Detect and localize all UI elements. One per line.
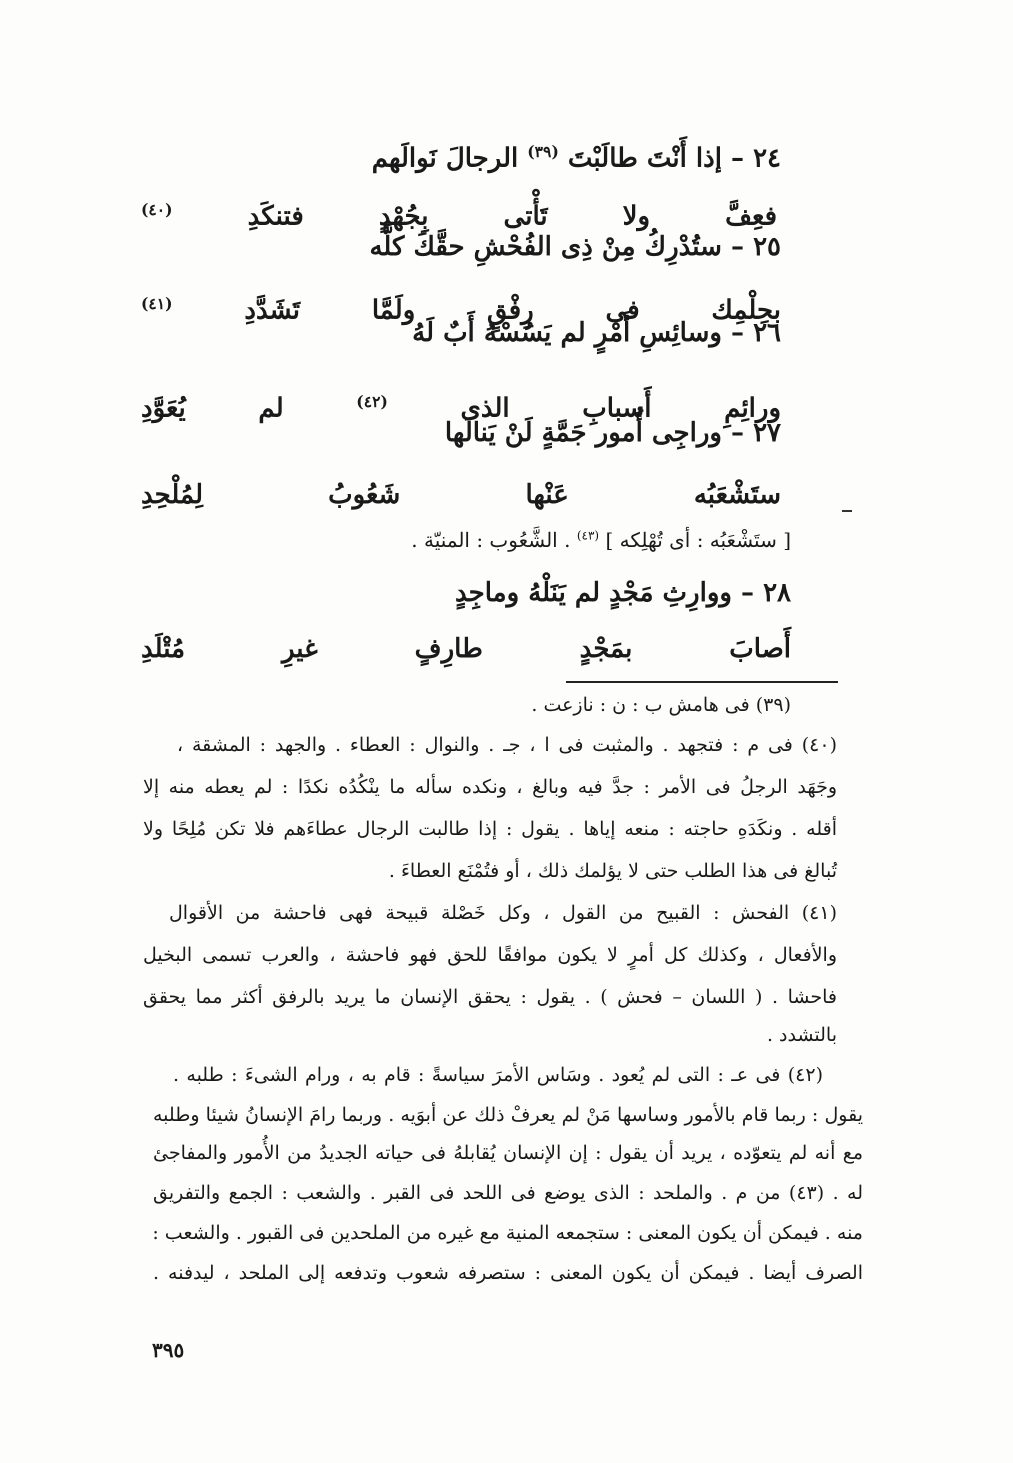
verse-26-line-1: ٢٦ – وسائِسِ أَمْرٍ لم يَسُسْهُ أَبٌ لَهُ (412, 318, 781, 348)
footnote-ref[interactable]: (٤٠) (141, 200, 173, 219)
footnote-line: (٤١) الفحش : القبيح من القول ، وكل خَصْلة قبيحة فهى فاحشة من الأقوال (169, 902, 837, 924)
footnote-separator (566, 681, 838, 683)
footnote-line: أقله . ونكَدَهِ حاجته : منعه إياها . يقول : إذا طالبت الرجال عطاءَهم فلا تكن مُلِحًا ولا (143, 818, 837, 840)
footnote-ref[interactable]: (٣٩) (527, 142, 559, 161)
verse-24-line-2 (141, 200, 777, 232)
footnote-line: له . (٤٣) من م . والملحد : الذى يوضع فى اللحد فى القبر . والشعب : الجمع والتفريق (153, 1182, 864, 1204)
verse-number: ٢٨ (763, 578, 791, 608)
verse-text: الرجالَ نَوالَهم (371, 143, 519, 174)
verse-number: ٢٤ (753, 143, 781, 174)
footnote-ref[interactable]: (٤١) (141, 294, 173, 313)
verse-28-line-1: ٢٨ – ووارِثِ مَجْدٍ لم يَنَلْهُ وماجِدٍ (455, 578, 791, 608)
footnote-line: (٣٩) فى هامش ب : ن : نازعت . (531, 694, 791, 716)
gloss-line (411, 528, 791, 552)
footnote-line: يقول : ربما قام بالأمور وساسها مَنْ لم يعرفْ ذلك عن أبوَيه . وربما رامَ الإنسانُ شيئا وطلبه (153, 1104, 863, 1126)
page-number: ٣٩٥ (152, 1338, 185, 1362)
verse-number: ٢٥ (753, 232, 781, 262)
gloss-text: [ ستَشْعَبُه : أى تُهْلِكه ] (605, 528, 791, 552)
footnote-ref[interactable]: (٤٢) (356, 392, 388, 411)
verse-text: ورائِمِ أَسبابِ الذى (460, 393, 782, 424)
verse-27-line-1: ٢٧ – وراجِى أُمور جَمَّةٍ لَنْ يَنالَها (444, 418, 781, 448)
verse-number: ٢٦ (753, 318, 781, 348)
verse-text: ووارِثِ مَجْدٍ لم يَنَلْهُ وماجِدٍ (455, 578, 732, 608)
verse-text: ستَشْعَبُه عَنْها شَعُوبُ لِمُلْحِدِ (141, 480, 781, 510)
footnote-line: فاحشا . ( اللسان – فحش ) . يقول : يحقق الإنسان ما يريد بالرفق أكثر مما يحقق (143, 986, 837, 1008)
verse-text: ستُدْرِكُ مِنْ ذِى الفُحْشِ حقَّكَ كلَّه (369, 232, 722, 262)
gloss-text: . الشَّعُوب : المنيّة . (411, 528, 571, 552)
verse-text: وراجِى أُمور جَمَّةٍ لَنْ يَنالَها (444, 418, 722, 448)
verse-25-line-1: ٢٥ – ستُدْرِكُ مِنْ ذِى الفُحْشِ حقَّكَ كلَّه (369, 232, 781, 262)
verse-text: لم يُعَوَّدِ (141, 393, 284, 424)
verse-text: إذا أَنْتَ طالَبْتَ (567, 143, 722, 174)
footnote-line: وجَهَد الرجلُ فى الأمر : جدَّ فيه وبالغ ، ونكده سأله ما ينْكُدُه نكدًا : لم يعطه منه إلا (143, 776, 837, 798)
footnote-line: الصرف أيضا . فيمكن أن يكون المعنى : ستصرفه شعوب وتدفعه إلى الملحد ، ليدفنه . (153, 1262, 863, 1284)
footnote-line: تُبالغ فى هذا الطلب حتى لا يؤلمك ذلك ، أو فتُمْنَع العطاءَ . (388, 860, 837, 882)
verse-27-line-2 (141, 480, 781, 510)
verse-28-line-2 (141, 634, 791, 664)
footnote-line: والأفعال ، وكذلك كل أمرٍ لا يكون موافقًا للحق فهو فاحشة ، والعرب تسمى البخيل (143, 944, 837, 966)
verse-text: أَصابَ بمَجْدٍ طارِفٍ غيرِ مُتْلَدِ (141, 634, 791, 664)
footnote-line: بالتشدد . (766, 1024, 837, 1046)
margin-dash (842, 510, 852, 512)
footnote-line: منه . فيمكن أن يكون المعنى : ستجمعه المنية مع غيره من الملحدين فى القبور . والشعب : (152, 1222, 863, 1244)
verse-text: وسائِسِ أَمْرٍ لم يَسُسْهُ أَبٌ لَهُ (412, 318, 722, 348)
footnote-line: مع أنه لم يتعوّده ، يريد أن يقول : إن الإنسان يُقابلهُ فى حياته الجديدُ من الأُمور والمفاجئ (153, 1142, 863, 1164)
verse-text: بحِلْمِك فى رِفْقٍ ولَمَّا تَشَدَّدِ (244, 295, 781, 326)
footnote-line: (٤٢) فى عـ : التى لم يُعود . وسَاس الأمرَ سياسةً : قام به ، ورام الشىءَ : طلبه . (173, 1064, 823, 1086)
verse-number: ٢٧ (753, 418, 781, 448)
verse-24-line-1: ٢٤ – إذا أَنْتَ طالَبْتَ $^{(٣٩)}$ الرجالَ نَوالَهم (371, 142, 781, 174)
verse-text: فعِفَّ ولا تَأْتى بِجُهْدٍ فتنكَدِ (247, 201, 777, 232)
footnote-line: (٤٠) فى م : فتجهد . والمثبت فى ا ، جـ . والنوال : العطاء . والجهد : المشقة ، (177, 734, 837, 756)
footnote-ref[interactable]: (٤٣) (576, 528, 600, 543)
